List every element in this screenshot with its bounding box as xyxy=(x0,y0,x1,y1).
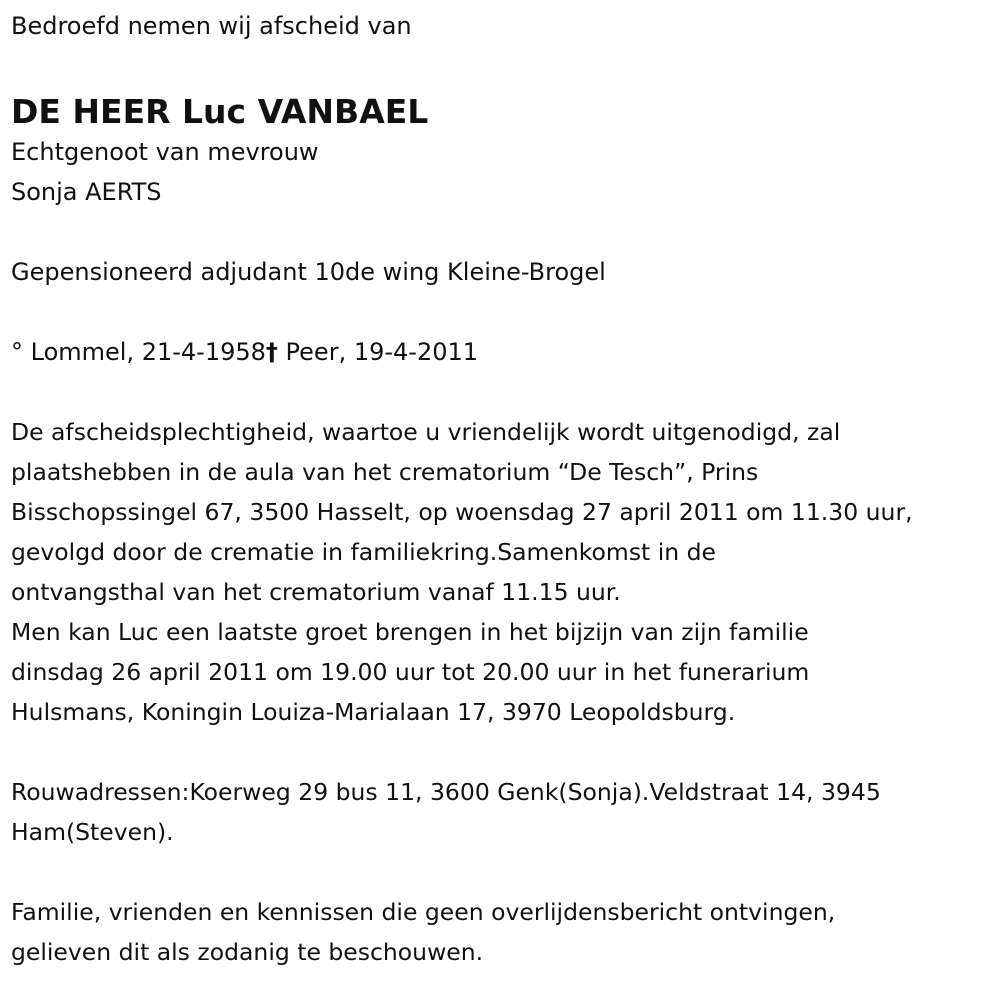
ceremony-line: ontvangsthal van het crematorium vanaf 11.15 uur. xyxy=(11,578,621,606)
closing-line: gelieven dit als zodanig te beschouwen. xyxy=(11,938,484,966)
closing-line: Familie, vrienden en kennissen die geen overlijdensbericht ontvingen, xyxy=(11,898,836,926)
ceremony-paragraph xyxy=(11,412,996,732)
obituary-notice xyxy=(11,6,996,972)
intro-text: Bedroefd nemen wij afscheid van xyxy=(11,12,412,40)
ceremony-line: Bisschopssingel 67, 3500 Hasselt, op woensdag 27 april 2011 om 11.30 uur, xyxy=(11,498,913,526)
ceremony-line: gevolgd door de crematie in familiekring.Samenkomst in de xyxy=(11,538,717,566)
cross-icon: † xyxy=(265,338,278,366)
closing-paragraph xyxy=(11,892,996,972)
addresses-paragraph xyxy=(11,772,996,852)
spacer xyxy=(11,852,996,892)
address-line: Rouwadressen:Koerweg 29 bus 11, 3600 Genk(Sonja).Veldstraat 14, 3945 xyxy=(11,778,881,806)
spacer xyxy=(11,732,996,772)
spacer xyxy=(11,292,996,332)
occupation-text: Gepensioneerd adjudant 10de wing Kleine-Brogel xyxy=(11,258,606,286)
spouse-line-2: Sonja AERTS xyxy=(11,178,162,206)
birth-text: ° Lommel, 21-4-1958 xyxy=(11,338,266,366)
spouse-line-1: Echtgenoot van mevrouw xyxy=(11,138,319,166)
address-line: Ham(Steven). xyxy=(11,818,174,846)
ceremony-line: plaatshebben in de aula van het crematorium “De Tesch”, Prins xyxy=(11,458,759,486)
death-text: Peer, 19-4-2011 xyxy=(277,338,479,366)
deceased-name: DE HEER Luc VANBAEL xyxy=(11,92,429,131)
ceremony-line: Hulsmans, Koningin Louiza-Marialaan 17, 3970 Leopoldsburg. xyxy=(11,698,736,726)
ceremony-line: dinsdag 26 april 2011 om 19.00 uur tot 20.00 uur in het funerarium xyxy=(11,658,810,686)
spacer xyxy=(11,372,996,412)
ceremony-line: De afscheidsplechtigheid, waartoe u vriendelijk wordt uitgenodigd, zal xyxy=(11,418,841,446)
birth-death-dates xyxy=(11,332,996,372)
spacer xyxy=(11,212,996,252)
ceremony-line: Men kan Luc een laatste groet brengen in het bijzijn van zijn familie xyxy=(11,618,809,646)
